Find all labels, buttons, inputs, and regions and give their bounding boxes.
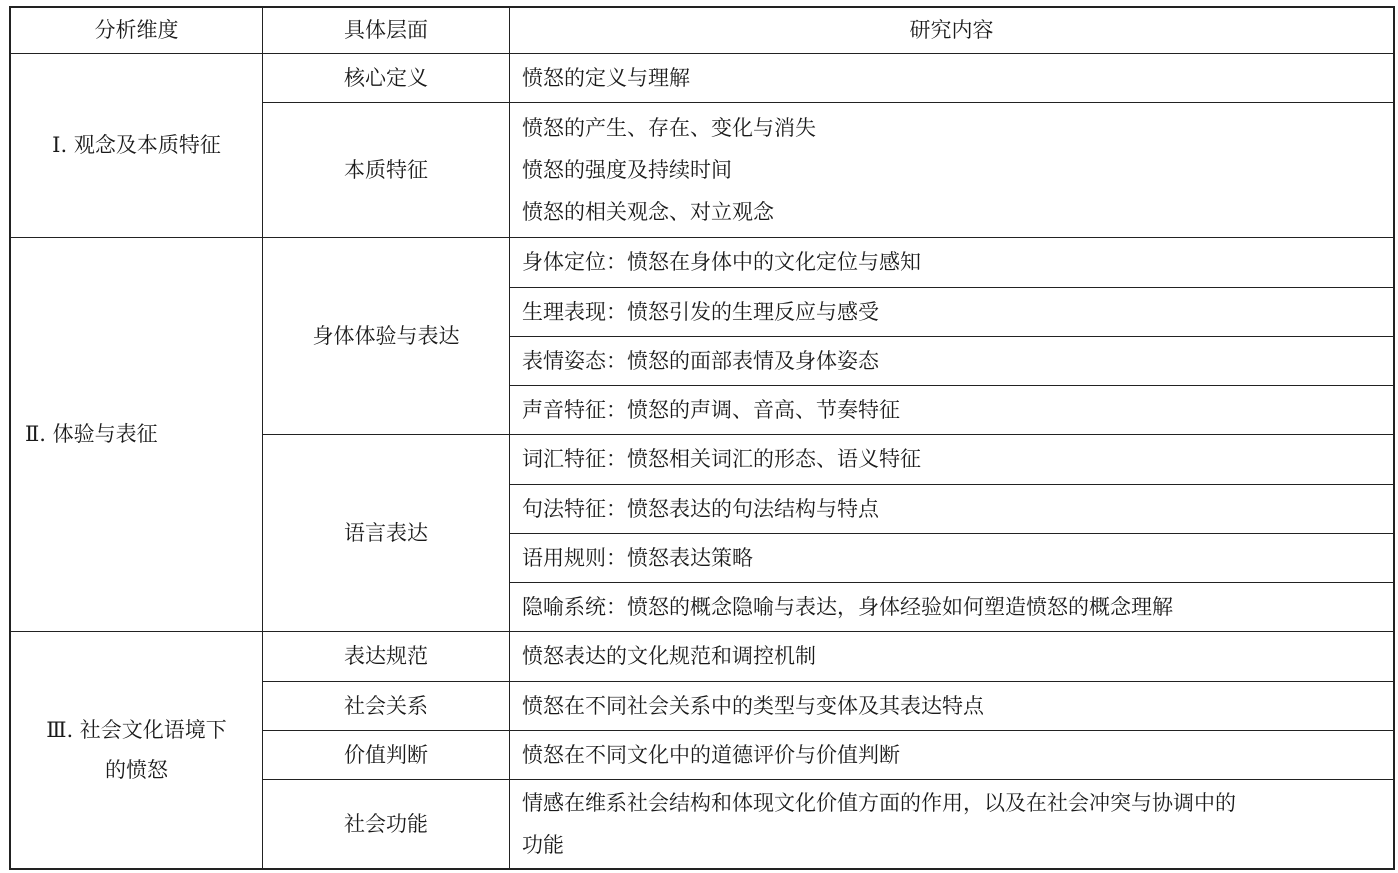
content-cell — [510, 103, 1393, 237]
content-cell: 表情姿态：愤怒的面部表情及身体姿态 — [522, 348, 879, 373]
level-cell: 社会功能 — [344, 811, 428, 836]
content-cell: 愤怒在不同文化中的道德评价与价值判断 — [522, 742, 900, 767]
content-line: 情感在维系社会结构和体现文化价值方面的作用，以及在社会冲突与协调中的 — [522, 791, 1236, 815]
level-cell: 价值判断 — [344, 742, 428, 767]
header-dimension: 分析维度 — [94, 18, 179, 43]
content-cell: 语用规则：愤怒表达策略 — [522, 545, 753, 570]
content-cell: 生理表现：愤怒引发的生理反应与感受 — [522, 299, 879, 324]
content-line: 愤怒的相关观念、对立观念 — [522, 200, 774, 224]
content-cell: 词汇特征：愤怒相关词汇的形态、语义特征 — [522, 447, 921, 472]
content-cell: 愤怒的定义与理解 — [522, 65, 690, 90]
content-line: 愤怒的产生、存在、变化与消失 — [522, 116, 816, 140]
dimension-line: 的愤怒 — [105, 758, 168, 782]
content-cell: 愤怒在不同社会关系中的类型与变体及其表达特点 — [522, 693, 984, 718]
level-cell: 社会关系 — [344, 693, 428, 718]
content-line: 愤怒的强度及持续时间 — [522, 158, 732, 182]
level-cell: 身体体验与表达 — [312, 323, 460, 348]
content-cell: 愤怒表达的文化规范和调控机制 — [522, 644, 816, 669]
level-cell: 语言表达 — [344, 520, 428, 545]
content-cell: 隐喻系统：愤怒的概念隐喻与表达，身体经验如何塑造愤怒的概念理解 — [522, 594, 1173, 619]
content-cell: 句法特征：愤怒表达的句法结构与特点 — [522, 496, 879, 521]
header-level: 具体层面 — [344, 18, 428, 43]
table-bottom-rule — [9, 868, 1395, 870]
level-cell: 核心定义 — [344, 65, 428, 90]
table-right-rule — [1393, 6, 1395, 870]
level-cell: 本质特征 — [344, 157, 428, 182]
dimension-line: Ⅲ. 社会文化语境下 — [46, 718, 227, 742]
level-cell: 表达规范 — [344, 644, 428, 669]
dimension-cell: Ⅱ. 体验与表征 — [25, 422, 158, 447]
content-cell: 声音特征：愤怒的声调、音高、节奏特征 — [522, 397, 900, 422]
content-cell: 身体定位：愤怒在身体中的文化定位与感知 — [522, 250, 921, 275]
dimension-cell: Ⅰ. 观念及本质特征 — [52, 133, 221, 158]
header-content: 研究内容 — [909, 18, 994, 43]
dimension-cell — [11, 632, 262, 868]
content-line: 功能 — [522, 833, 564, 857]
content-cell — [510, 780, 1393, 868]
